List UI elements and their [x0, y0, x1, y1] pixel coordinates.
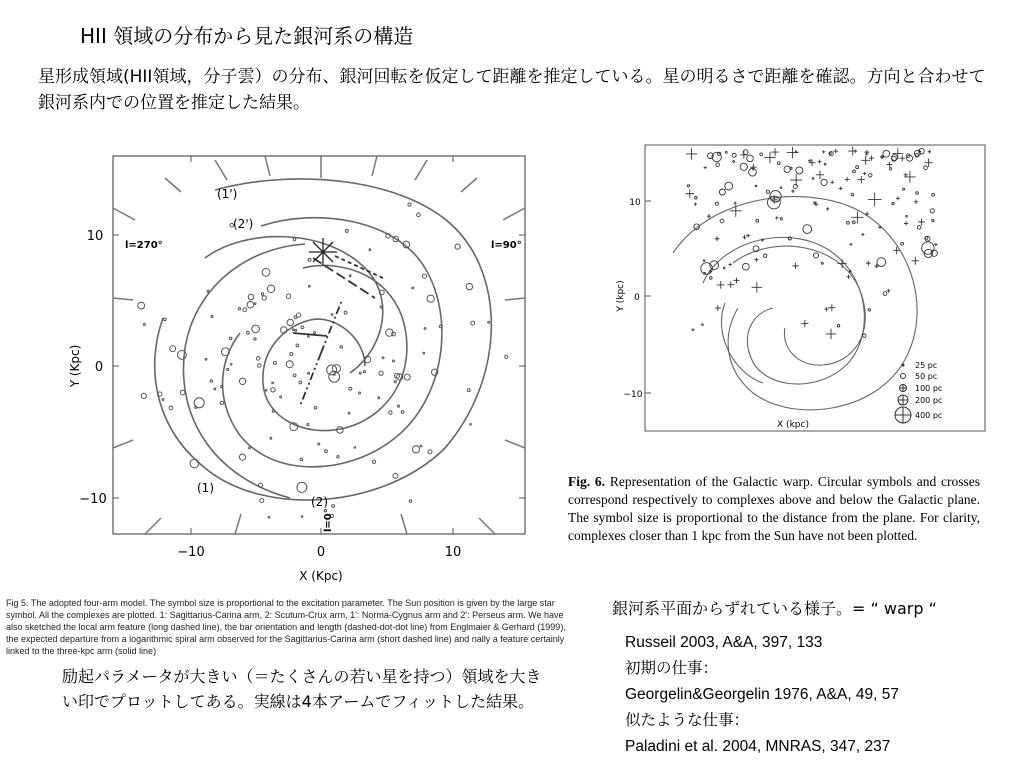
- warp-cross: [826, 329, 836, 339]
- complex-point: [313, 332, 315, 334]
- complex-point: [299, 381, 302, 384]
- complex-point: [268, 516, 270, 518]
- fig6-legend-label: 50 pc: [915, 372, 938, 381]
- complex-point: [314, 407, 317, 410]
- warp-cross: [814, 202, 819, 207]
- fig6-caption-text: Representation of the Galactic warp. Circular symbols and crosses correspond respectively to complexes above and below the Galactic plane. The symbol size is proportional to the distance from the plane. For clarity, complexes closer than 1 kpc from the Sun have not been plotted.: [568, 474, 980, 543]
- warp-cross: [865, 212, 869, 216]
- warp-cross: [746, 234, 750, 238]
- warp-point: [853, 170, 856, 173]
- reference-line: 似たような仕事：: [625, 712, 750, 729]
- complex-point: [301, 516, 303, 518]
- warp-cross: [717, 281, 725, 289]
- reference-line: Paladini et al. 2004, MNRAS, 347, 237: [625, 738, 891, 755]
- fig5-arm-label: (2): [311, 495, 328, 509]
- warp-cross: [896, 196, 900, 200]
- excitation-note: 励起パラメータが大きい（＝たくさんの若い星を持つ）領域を大きい印でプロットしてある。実線は4本アームでフィットした結果。: [62, 667, 542, 711]
- fig6-ytick: 10: [629, 198, 641, 208]
- complex-point: [327, 365, 337, 375]
- warp-cross: [918, 219, 925, 226]
- complex-point: [230, 364, 232, 366]
- fig5-ylabel: Y (Kpc): [68, 344, 82, 388]
- warp-point: [917, 226, 921, 230]
- complex-point: [408, 203, 411, 206]
- warp-cross: [886, 289, 890, 293]
- complex-point: [239, 454, 245, 460]
- complex-point: [344, 311, 347, 314]
- complex-point: [337, 456, 339, 458]
- warp-point: [788, 237, 791, 240]
- complex-point: [220, 401, 223, 404]
- fig5-longitude-ticks: [113, 156, 525, 534]
- warp-cross: [704, 166, 707, 169]
- warp-cross: [858, 176, 865, 183]
- complex-point: [163, 318, 166, 321]
- warp-point: [784, 166, 790, 172]
- complex-point: [254, 338, 256, 340]
- complex-point: [349, 275, 351, 277]
- complex-point: [293, 374, 296, 377]
- warp-point: [814, 202, 816, 204]
- complex-point: [195, 406, 197, 408]
- complex-point: [393, 473, 398, 478]
- complex-point: [348, 412, 350, 414]
- complex-point: [424, 328, 426, 330]
- reference-line: Georgelin&Georgelin 1976, A&A, 49, 57: [625, 686, 900, 703]
- complex-point: [249, 447, 251, 449]
- complex-point: [359, 372, 361, 374]
- complex-point: [393, 360, 395, 362]
- fig5-xtick: 10: [444, 545, 462, 560]
- complex-point: [369, 249, 371, 251]
- warp-point: [720, 219, 724, 223]
- complex-point: [505, 355, 508, 358]
- warp-cross: [863, 172, 866, 175]
- fig6-legend: [895, 361, 942, 423]
- warp-cross: [899, 155, 905, 161]
- complex-point: [262, 296, 266, 300]
- complex-point: [178, 351, 187, 360]
- warp-cross: [848, 147, 857, 156]
- complex-point: [180, 390, 185, 395]
- complex-point: [261, 293, 263, 295]
- warp-point: [906, 216, 908, 218]
- complex-point: [221, 385, 223, 387]
- fig5-spiral-arms: [155, 179, 492, 500]
- complex-point: [211, 316, 213, 318]
- complex-point: [378, 397, 380, 399]
- complex-point: [272, 410, 274, 412]
- complex-point: [397, 405, 399, 407]
- warp-point: [821, 179, 827, 185]
- complex-point: [308, 285, 310, 287]
- warp-cross: [808, 159, 812, 163]
- warp-cross: [845, 177, 850, 182]
- warp-cross: [816, 171, 824, 179]
- complex-point: [308, 336, 310, 338]
- complex-point: [229, 337, 232, 340]
- warp-point: [892, 203, 894, 205]
- warp-cross: [801, 320, 808, 327]
- fig5-ytick: 10: [86, 229, 104, 244]
- fig5-feature-lines: [293, 256, 383, 406]
- warp-point: [795, 151, 797, 153]
- warp-cross: [715, 236, 720, 241]
- complex-point: [256, 357, 260, 361]
- complex-point: [286, 294, 290, 298]
- complex-point: [412, 446, 419, 453]
- fig6-frame-ticks: [645, 201, 651, 393]
- warp-point: [932, 193, 935, 196]
- complex-point: [169, 406, 173, 410]
- warp-point: [837, 325, 840, 328]
- complex-point: [296, 344, 299, 347]
- complex-point: [471, 321, 475, 325]
- warp-cross: [733, 202, 736, 205]
- fig6-xlabel: X (kpc): [777, 420, 809, 430]
- warp-cross: [727, 281, 734, 288]
- complex-point: [258, 364, 262, 368]
- warp-point: [780, 218, 782, 220]
- warp-cross: [893, 148, 904, 159]
- warp-cross: [775, 216, 778, 219]
- complex-point: [325, 450, 328, 453]
- complex-point: [318, 443, 320, 445]
- warp-point: [766, 190, 769, 193]
- warp-point: [821, 262, 823, 264]
- warp-point: [824, 163, 826, 165]
- warp-cross: [868, 193, 882, 207]
- complex-point: [420, 445, 422, 447]
- complex-point: [332, 505, 335, 508]
- warp-point: [883, 292, 887, 296]
- warp-point: [869, 174, 872, 177]
- complex-point: [254, 303, 256, 305]
- warp-note: 銀河系平面からずれている様子。= “ warp “: [612, 599, 937, 618]
- fig5-arm-label: (1): [197, 481, 214, 495]
- slide-title: HII 領域の分布から見た銀河系の構造: [80, 24, 414, 48]
- warp-cross: [730, 205, 742, 217]
- fig5-longitude-270: l=270°: [125, 240, 163, 251]
- warp-cross: [822, 150, 825, 153]
- warp-point: [723, 267, 725, 269]
- fig6-ylabel: Y (kpc): [616, 280, 626, 312]
- complex-point: [271, 388, 275, 392]
- complex-point: [439, 325, 442, 328]
- warp-point: [732, 153, 736, 157]
- warp-cross: [729, 263, 732, 266]
- figure-5: [65, 148, 585, 593]
- figure-5-caption: Fig 5. The adopted four-arm model. The symbol size is proportional to the excitation parameter. The Sun position is given by the large star symbol. All the complexes are plotted. 1: Sagittarius-Carina arm, 2: Scutum-Crux arm, 1': Norma-Cygnus arm and 2': Perseus arm. We have also sketched the local arm feature (long dashed line), the bar orientation and length (dashed-dot-dot line) from Englmaier & Gerhard (1999), the expected departure from a logarithmic spiral arm observed for the Sagittarius-Carina arm (short dashed line) and nally a feature certainly linked to the three-kpc arm (solid line): [6, 598, 566, 656]
- warp-cross: [911, 257, 919, 265]
- warp-point: [877, 258, 886, 267]
- complex-point: [308, 258, 311, 261]
- warp-cross: [928, 150, 931, 153]
- warp-point: [687, 185, 689, 187]
- warp-cross: [846, 275, 850, 279]
- warp-cross: [771, 148, 779, 156]
- warp-point: [760, 153, 763, 156]
- warp-cross: [790, 174, 802, 186]
- fig5-ytick: 0: [94, 360, 104, 375]
- complex-point: [246, 331, 249, 334]
- complex-point: [280, 396, 282, 398]
- warp-cross: [861, 233, 864, 236]
- warp-point: [916, 192, 919, 195]
- warp-cross: [734, 277, 740, 283]
- complex-point: [308, 372, 310, 374]
- warp-cross: [830, 180, 834, 184]
- complex-point: [354, 447, 356, 449]
- fig5-frame: [113, 156, 525, 534]
- warp-point: [733, 161, 735, 163]
- warp-point: [922, 242, 934, 254]
- complex-point: [331, 314, 333, 316]
- fig5-xlabel: X (Kpc): [299, 569, 343, 583]
- fig5-longitude-90: l=90°: [491, 240, 522, 251]
- figure-6-caption: [568, 473, 980, 545]
- complex-point: [227, 368, 229, 370]
- warp-cross: [914, 200, 918, 204]
- warp-point: [792, 190, 794, 192]
- warp-cross: [686, 189, 694, 197]
- warp-point: [868, 309, 870, 311]
- complex-point: [297, 482, 307, 492]
- complex-point: [345, 229, 348, 232]
- complex-point: [138, 302, 145, 309]
- complex-point: [404, 374, 410, 380]
- complex-point: [428, 450, 432, 454]
- reference-line: Russeil 2003, A&A, 397, 133: [625, 634, 823, 651]
- warp-cross: [828, 304, 835, 311]
- complex-point: [301, 326, 304, 329]
- complex-point: [162, 399, 164, 401]
- warp-point: [932, 220, 934, 222]
- complex-point: [265, 390, 267, 392]
- warp-cross: [866, 261, 871, 266]
- warp-point: [847, 221, 850, 224]
- complex-point: [281, 327, 287, 333]
- warp-point: [812, 178, 814, 180]
- complex-point: [466, 283, 472, 289]
- complex-point: [340, 346, 343, 349]
- complex-point: [290, 353, 293, 356]
- intro-text: 星形成領域(HII領域，分子雲）の分布、銀河回転を仮定して距離を推定している。星の明るさで距離を確認。方向と合わせて銀河系内での位置を推定した結果。: [38, 67, 986, 113]
- warp-point: [889, 168, 891, 170]
- complex-point: [190, 459, 199, 468]
- complex-point: [467, 389, 470, 392]
- warp-cross: [686, 148, 697, 159]
- complex-point: [394, 381, 396, 383]
- complex-point: [363, 371, 365, 373]
- complex-point: [170, 346, 176, 352]
- complex-point: [294, 316, 297, 319]
- fig6-legend-label: 100 pc: [915, 384, 943, 393]
- warp-cross: [764, 152, 775, 163]
- warp-cross: [691, 328, 694, 331]
- complex-point: [349, 387, 352, 390]
- warp-point: [740, 163, 747, 170]
- complex-point: [422, 274, 426, 278]
- complex-point: [423, 352, 425, 354]
- complex-point: [293, 329, 295, 331]
- figure-6: [613, 143, 990, 435]
- warp-point: [725, 182, 733, 190]
- complex-point: [379, 371, 383, 375]
- warp-point: [755, 185, 757, 187]
- complex-point: [359, 392, 361, 394]
- complex-point: [272, 382, 274, 384]
- warp-point: [715, 202, 718, 205]
- warp-point: [852, 221, 855, 224]
- complex-point: [238, 308, 240, 310]
- complex-point: [243, 308, 247, 312]
- warp-cross: [861, 156, 870, 165]
- complex-point: [262, 268, 270, 276]
- complex-point: [307, 424, 309, 426]
- warp-point: [924, 166, 928, 170]
- warp-point: [856, 166, 859, 169]
- complex-point: [286, 361, 293, 368]
- complex-point: [252, 325, 260, 333]
- warp-cross: [792, 263, 798, 269]
- complex-point: [470, 424, 472, 426]
- warp-point: [901, 242, 904, 245]
- warp-point: [716, 163, 720, 167]
- complex-point: [427, 295, 434, 302]
- complex-point: [293, 238, 296, 241]
- warp-point: [703, 260, 705, 262]
- complex-point: [274, 361, 277, 364]
- warp-point: [793, 184, 797, 188]
- warp-cross: [934, 243, 937, 246]
- warp-point: [719, 189, 725, 195]
- warp-point: [803, 225, 812, 234]
- warp-point: [863, 334, 866, 337]
- complex-point: [401, 411, 404, 414]
- complex-point: [210, 380, 213, 383]
- complex-point: [295, 329, 297, 331]
- warp-cross: [694, 203, 697, 206]
- complex-point: [270, 437, 272, 439]
- fig5-frame-ticks: [113, 156, 525, 534]
- fig6-legend-label: 400 pc: [915, 411, 943, 420]
- fig5-xtick: −10: [177, 545, 205, 560]
- warp-cross: [893, 247, 900, 254]
- complex-point: [248, 294, 254, 300]
- complex-point: [389, 411, 392, 414]
- fig6-ytick: −10: [623, 390, 643, 400]
- complex-point: [455, 244, 460, 249]
- warp-point: [695, 197, 698, 200]
- complex-point: [382, 357, 384, 359]
- warp-cross: [754, 258, 758, 262]
- fig5-xtick: 0: [316, 545, 326, 560]
- complex-point: [412, 287, 414, 289]
- complex-point: [372, 460, 375, 463]
- warp-point: [742, 263, 749, 270]
- warp-cross: [742, 235, 746, 239]
- complex-point: [143, 324, 145, 326]
- warp-point: [756, 219, 759, 222]
- complex-point: [329, 371, 340, 382]
- warp-cross: [887, 162, 892, 167]
- figure-5-plot: [65, 148, 585, 593]
- warp-point: [702, 324, 704, 326]
- warp-cross: [904, 173, 908, 177]
- fig5-arm-label: (2'): [233, 217, 254, 231]
- fig6-legend-label: 200 pc: [915, 396, 943, 405]
- complex-point: [207, 290, 209, 292]
- complex-point: [417, 213, 421, 217]
- warp-cross: [904, 221, 908, 225]
- warp-cross: [752, 282, 763, 293]
- warp-point: [780, 187, 782, 189]
- references: [625, 630, 899, 760]
- warp-cross: [833, 149, 838, 154]
- warp-cross: [826, 207, 829, 210]
- complex-point: [260, 499, 264, 503]
- fig6-caption-label: Fig. 6.: [568, 474, 606, 489]
- warp-cross: [849, 243, 852, 246]
- warp-cross: [818, 160, 822, 164]
- fig5-arm-label: (1'): [217, 187, 238, 201]
- warp-cross: [839, 187, 843, 191]
- complex-point: [287, 319, 293, 325]
- reference-line: 初期の仕事：: [625, 660, 719, 677]
- warp-point: [851, 193, 854, 196]
- complex-point: [141, 393, 146, 398]
- fig5-longitude-0: l=0°: [323, 508, 334, 532]
- fig6-legend-label: 25 pc: [915, 361, 938, 370]
- complex-point: [239, 378, 245, 384]
- fig6-spiral-arms: [673, 197, 917, 410]
- fig6-complex-points: [686, 147, 938, 339]
- complex-point: [214, 388, 216, 390]
- warp-cross: [740, 151, 747, 158]
- warp-cross: [838, 259, 847, 268]
- complex-point: [488, 321, 490, 323]
- warp-cross: [824, 307, 828, 311]
- complex-point: [409, 500, 412, 503]
- fig5-sun-star: [309, 238, 337, 266]
- warp-point: [725, 152, 727, 154]
- warp-point: [930, 209, 934, 213]
- figure-6-plot: [613, 143, 990, 435]
- warp-cross: [715, 305, 721, 311]
- complex-point: [247, 301, 254, 308]
- warp-point: [764, 254, 767, 257]
- complex-point: [267, 285, 274, 292]
- fig5-ytick: −10: [79, 492, 107, 507]
- warp-point: [777, 162, 780, 165]
- warp-point: [796, 167, 803, 174]
- fig6-ytick: 0: [634, 293, 640, 303]
- warp-point: [813, 253, 818, 258]
- warp-point: [710, 277, 713, 280]
- warp-point: [747, 155, 754, 162]
- warp-point: [883, 150, 890, 157]
- complex-point: [300, 458, 303, 461]
- complex-point: [380, 306, 382, 308]
- warp-point: [903, 188, 905, 190]
- complex-point: [205, 358, 207, 360]
